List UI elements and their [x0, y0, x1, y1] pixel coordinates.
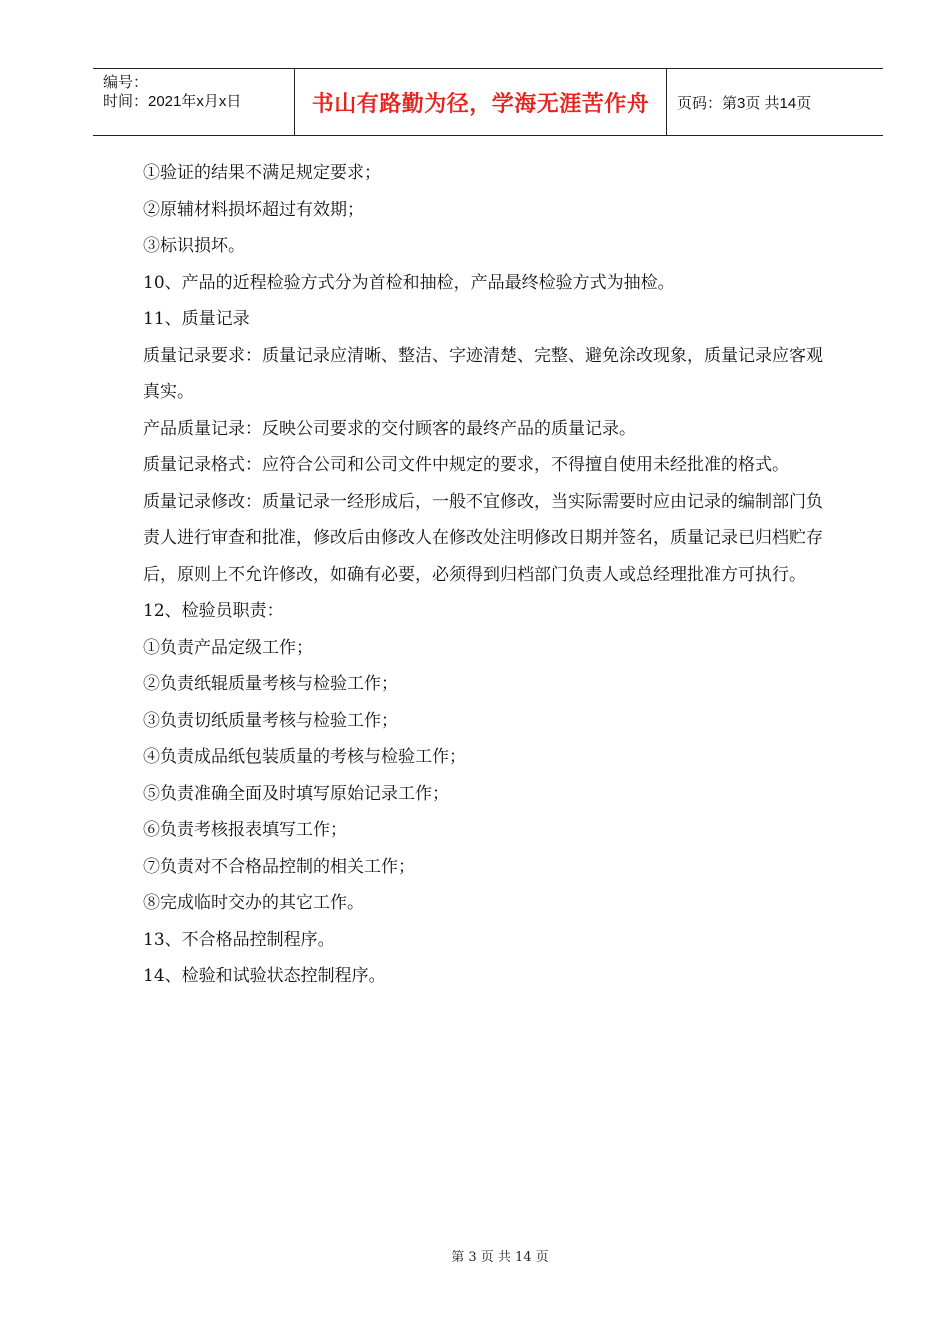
paragraph: ⑧完成临时交办的其它工作。: [143, 893, 364, 913]
header-meta: [93, 69, 295, 135]
paragraph: ⑤负责准确全面及时填写原始记录工作；: [143, 783, 449, 804]
paragraph: 质量记录修改：质量记录一经形成后，一般不宜修改，当实际需要时应由记录的编制部门负责人进行审查和批准，修改后由修改人在修改处注明修改日期并签名，质量记录已归档贮存后，原则上不允许修改，如确有必要，必须得到归档部门负责人或总经理批准方可执行。: [143, 491, 823, 585]
paragraph: 质量记录格式：应符合公司和公司文件中规定的要求，不得擅自使用未经批准的格式。: [143, 455, 789, 475]
paragraph: 质量记录要求：质量记录应清晰、整洁、字迹清楚、完整、避免涂改现象，质量记录应客观真实。: [143, 345, 823, 402]
paragraph: ④负责成品纸包装质量的考核与检验工作；: [143, 747, 466, 767]
paragraph: 12、检验员职责：: [143, 601, 284, 621]
document-body: [143, 155, 838, 995]
paragraph: ②负责纸辊质量考核与检验工作；: [143, 674, 398, 694]
paragraph: ①负责产品定级工作；: [143, 637, 313, 658]
paragraph: 11、质量记录: [143, 309, 250, 329]
serial-label: 编号：: [103, 74, 149, 91]
paragraph: ②原辅材料损坏超过有效期；: [143, 199, 364, 220]
paragraph: ③标识损坏。: [143, 236, 245, 256]
page-header: [93, 68, 883, 136]
paragraph: ⑦负责对不合格品控制的相关工作；: [143, 856, 415, 877]
paragraph: ③负责切纸质量考核与检验工作；: [143, 710, 398, 731]
paragraph: 10、产品的近程检验方式分为首检和抽检，产品最终检验方式为抽检。: [143, 272, 675, 293]
page-footer: 第 3 页 共 14 页: [451, 1250, 549, 1265]
paragraph: 13、不合格品控制程序。: [143, 929, 335, 950]
paragraph: ①验证的结果不满足规定要求；: [143, 163, 381, 183]
time-label: 时间：2021年x月x日: [103, 93, 242, 110]
paragraph: 产品质量记录：反映公司要求的交付顾客的最终产品的质量记录。: [143, 418, 636, 439]
paragraph: ⑥负责考核报表填写工作；: [143, 820, 347, 840]
header-motto: 书山有路勤为径，学海无涯苦作舟: [295, 69, 667, 135]
paragraph: 14、检验和试验状态控制程序。: [143, 966, 386, 986]
header-page-info: 页码：第3页 共14页: [677, 94, 812, 112]
